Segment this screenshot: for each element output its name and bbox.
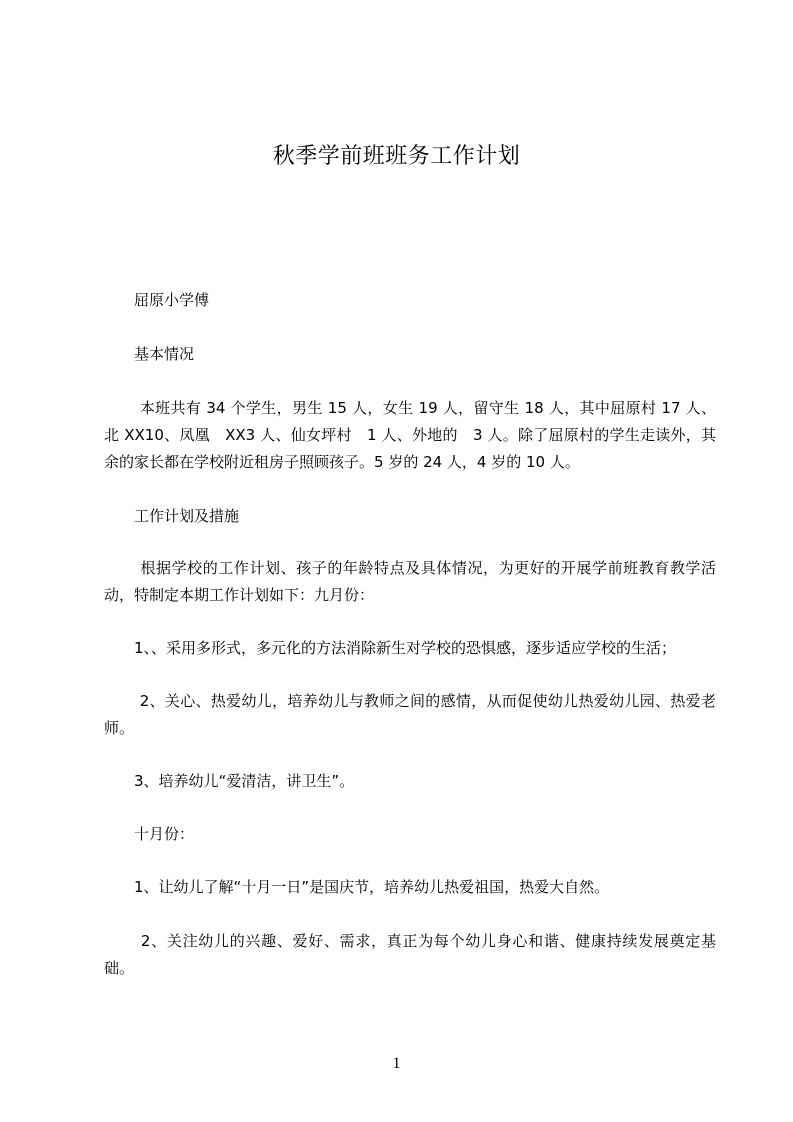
october-item-1: 1、让幼儿了解“十月一日”是国庆节，培养幼儿热爱祖国，热爱大自然。 — [104, 878, 610, 896]
october-heading: 十月份： — [104, 825, 195, 843]
page-number: 1 — [392, 1055, 401, 1072]
document-title: 秋季学前班班务工作计划 — [272, 144, 521, 169]
september-item-1: 1、、采用多形式，多元化的方法消除新生对学校的恐惧感，逐步适应学校的生活； — [104, 639, 677, 657]
september-item-2: 2、关心、热爱幼儿，培养幼儿与教师之间的感情，从而促使幼儿热爱幼儿园、热爱老师。 — [104, 692, 716, 737]
section-heading-basic-info: 基本情况 — [104, 345, 195, 363]
september-item-3: 3、培养幼儿“爱清洁，讲卫生”。 — [104, 772, 355, 790]
paragraph-class-overview: 本班共有 34 个学生，男生 15 人，女生 19 人，留守生 18 人，其中屈原村 17 人、北 XX10、凤凰 XX3 人、仙女坪村 1 人、外地的 3 人。除了屈原村的学生走读外，其余的家长都在学校附近租房子照顾孩子。5 岁的 24 人，4 岁的 10 人。 — [104, 399, 716, 471]
section-heading-plan-measures: 工作计划及措施 — [104, 507, 240, 525]
paragraph-plan-intro: 根据学校的工作计划、孩子的年龄特点及具体情况，为更好的开展学前班教育教学活动，特制定本期工作计划如下：九月份： — [104, 559, 716, 604]
october-item-2: 2、关注幼儿的兴趣、爱好、需求，真正为每个幼儿身心和谐、健康持续发展奠定基础。 — [104, 932, 716, 977]
author-line: 屈原小学傅 — [104, 291, 210, 309]
